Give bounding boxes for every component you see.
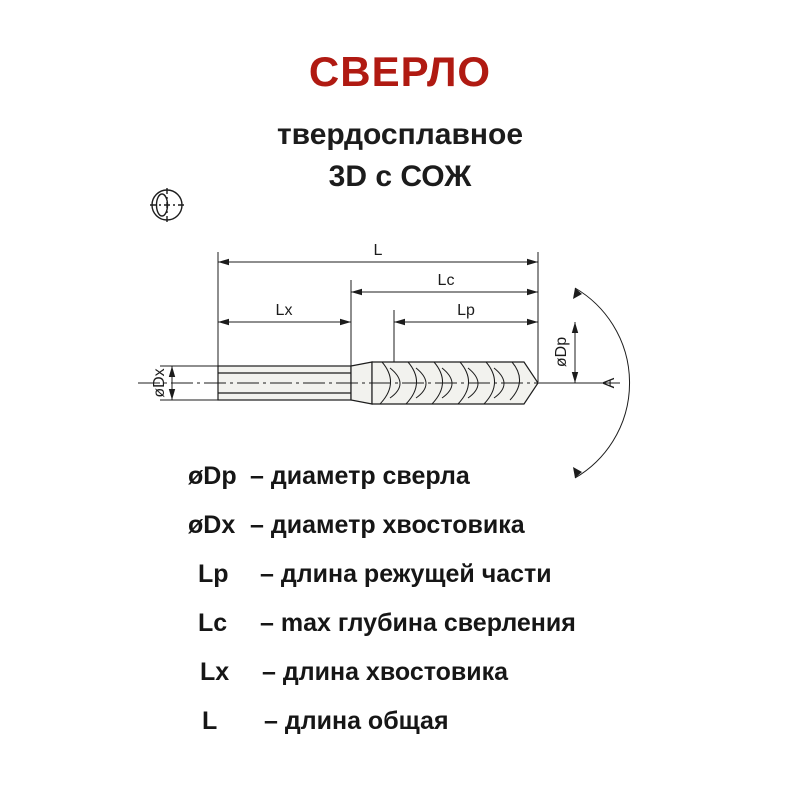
legend-text-l: длина общая <box>284 707 449 735</box>
dimension-label-Dp: øDp <box>553 336 570 368</box>
legend-item-dx <box>188 511 740 540</box>
legend-item-lp <box>198 560 740 589</box>
legend-item-dp <box>188 462 740 491</box>
legend-symbol-dp: øDp <box>188 462 237 490</box>
legend-text-lp: длина режущей части <box>280 560 552 588</box>
dimension-label-L: L <box>373 242 383 259</box>
legend-dash-dp: – <box>250 462 264 490</box>
dimension-label-Dx: øDx <box>151 368 168 398</box>
legend-item-l <box>202 707 740 736</box>
legend-symbol-lc: Lc <box>198 609 228 637</box>
dimension-label-Lp: Lp <box>457 302 475 319</box>
dimension-label-Lc: Lc <box>437 272 455 289</box>
legend-text-lx: длина хвостовика <box>282 658 509 686</box>
page-subtitle-line2: 3D с СОЖ <box>328 160 472 193</box>
legend-dash-lc: – <box>260 609 274 637</box>
legend-dash-l: – <box>264 707 278 735</box>
legend-dash-dx: – <box>250 511 264 539</box>
legend-list <box>180 462 740 756</box>
legend-text-dx: диаметр хвостовика <box>270 511 525 539</box>
legend-text-dp: диаметр сверла <box>270 462 470 490</box>
dimension-label-A: A <box>601 377 618 389</box>
technical-drawing <box>120 170 680 500</box>
legend-item-lx <box>200 658 740 687</box>
legend-item-lc <box>198 609 740 638</box>
legend-text-lc: max глубина сверления <box>280 609 576 637</box>
dimension-drill-diameter <box>572 322 578 383</box>
legend-symbol-dx: øDx <box>188 511 236 539</box>
drill-technical-drawing-svg <box>120 170 680 500</box>
legend-symbol-lp: Lp <box>198 560 229 588</box>
legend-dash-lx: – <box>262 658 276 686</box>
legend-symbol-lx: Lx <box>200 658 230 686</box>
legend-symbol-l: L <box>202 707 218 735</box>
page-subtitle-line1: твердосплавное <box>276 118 524 151</box>
page-title: СВЕРЛО <box>308 48 492 95</box>
projection-symbol-icon <box>150 188 184 222</box>
dimension-label-Lx: Lx <box>275 302 293 319</box>
legend-dash-lp: – <box>260 560 274 588</box>
